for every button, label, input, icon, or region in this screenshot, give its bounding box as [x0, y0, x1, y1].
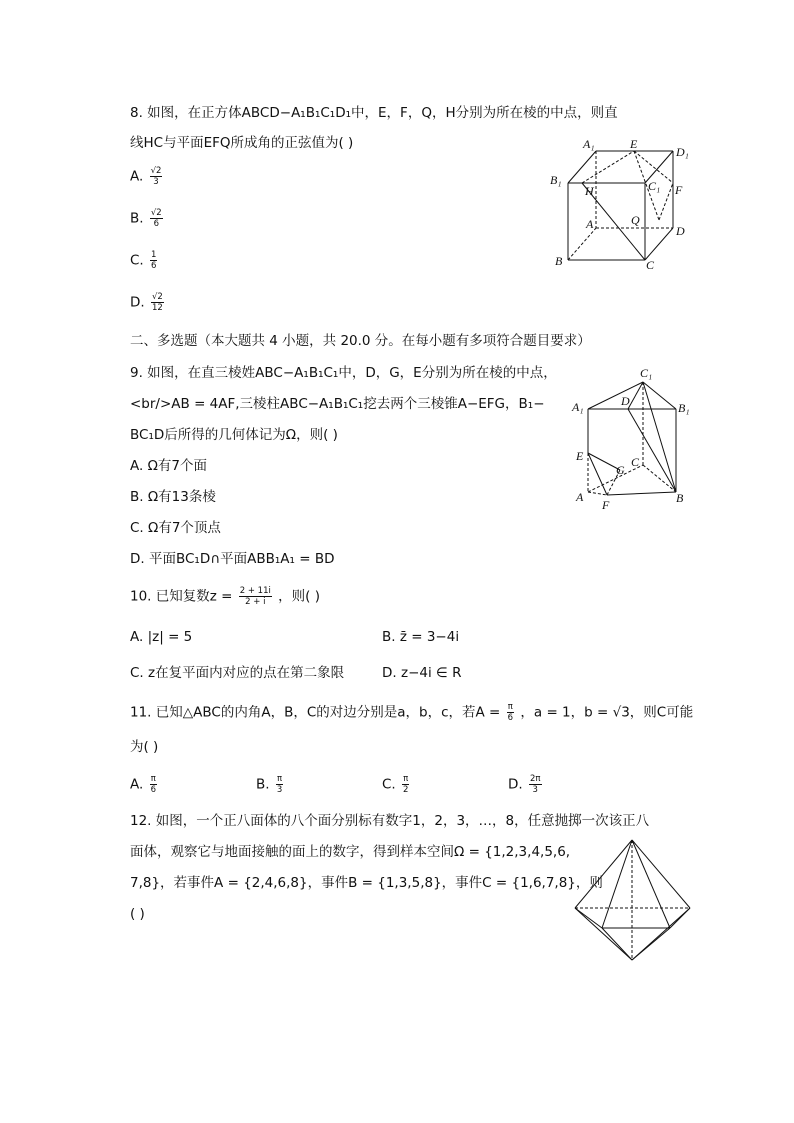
segment-C1B: [643, 382, 676, 492]
fraction: $\frac{2\pi}{3}$: [529, 774, 541, 795]
q8-option-c[interactable]: C. $\frac{1}{6}$: [130, 250, 157, 271]
q11-stem-line2: 为( ): [130, 739, 159, 755]
label-C: C: [646, 258, 655, 272]
edge-top-frontright: [632, 840, 670, 928]
q8-option-b[interactable]: B. $\frac{√2}{6}$: [130, 208, 162, 229]
edge-BA: [568, 228, 596, 260]
label-B1: B₁: [550, 173, 562, 187]
label-Q: Q: [631, 213, 640, 227]
label-C1: C₁: [648, 179, 661, 193]
q9-stem-line1: 9. 如图，在直三棱姓ABC−A₁B₁C₁中，D，G，E分别为所在棱的中点，: [130, 365, 557, 381]
q8-stem-line1: 8. 如图，在正方体ABCD−A₁B₁C₁D₁中，E，F，Q，H分别为所在棱的中点，则直: [130, 105, 618, 121]
edge-C1B1: [643, 382, 676, 409]
q10-option-d[interactable]: D. z−4i ∈ R: [382, 665, 462, 681]
q12-stem-line4: ( ): [130, 906, 145, 922]
label-E: E: [630, 137, 638, 151]
fraction: $\frac{\pi}{6}$: [507, 702, 514, 723]
q9-stem-line3: BC₁D后所得的几何体记为Ω，则( ): [130, 427, 338, 443]
label-A: A: [586, 217, 594, 231]
segment-QF: [659, 183, 673, 220]
q9-option-c[interactable]: C. Ω有7个顶点: [130, 520, 221, 536]
label-A: A: [576, 490, 584, 504]
edge-bot-frontleft: [602, 928, 632, 960]
q9-stem-line2: <br/>AB = 4AF,三棱柱ABC−A₁B₁C₁挖去两个三棱锥A−EFG，B₁−: [130, 396, 545, 412]
q11-option-a[interactable]: A. $\frac{\pi}{6}$: [130, 774, 157, 795]
label-B: B: [676, 491, 684, 505]
q9-prism-figure: [570, 365, 700, 515]
fraction: $\frac{√2}{3}$: [150, 166, 162, 187]
q12-octahedron-figure: [570, 836, 700, 964]
q8-cube-figure: [545, 132, 695, 272]
edge-top-left: [575, 840, 632, 908]
edge-AF: [588, 492, 607, 495]
fraction: $\frac{\pi}{6}$: [150, 774, 157, 795]
q10-option-a[interactable]: A. |z| = 5: [130, 629, 193, 645]
fraction: $\frac{2 + 11i}{2 + i}$: [239, 586, 271, 607]
q12-stem-line1: 12. 如图，一个正八面体的八个面分别标有数字1，2，3，…，8，任意抛掷一次该正八: [130, 813, 650, 829]
segment-HE: [582, 151, 634, 183]
edge-top-right: [632, 840, 690, 908]
edge-B1A1: [568, 151, 596, 183]
label-B1: B₁: [678, 401, 690, 415]
fraction: $\frac{1}{6}$: [151, 250, 157, 271]
label-F: F: [675, 183, 683, 197]
q8-option-d[interactable]: D. $\frac{√2}{12}$: [130, 292, 163, 313]
label-G: G: [616, 463, 625, 477]
edge-top-frontleft: [602, 840, 632, 928]
q12-stem-line3: 7,8}，若事件A = {2,4,6,8}，事件B = {1,3,5,8}，事件C = {1,6,7,8}，则: [130, 875, 603, 891]
q8-stem-line2: 线HC与平面EFQ所成角的正弦值为( ): [130, 135, 354, 151]
q9-option-b[interactable]: B. Ω有13条棱: [130, 489, 216, 505]
segment-DB: [628, 409, 676, 492]
label-D: D: [676, 224, 685, 238]
edge-bot-left: [575, 908, 632, 960]
fraction: $\frac{\pi}{2}$: [403, 774, 409, 795]
edge-CD: [645, 228, 673, 260]
q9-option-d[interactable]: D. 平面BC₁D∩平面ABB₁A₁ = BD: [130, 551, 335, 567]
edge-bot-frontright: [632, 928, 670, 960]
label-D1: D₁: [676, 145, 689, 159]
segment-EF: [588, 453, 607, 495]
edge-CB: [643, 465, 676, 492]
label-A1: A₁: [583, 137, 595, 151]
q11-option-b[interactable]: B. $\frac{\pi}{3}$: [256, 774, 283, 795]
label-E: E: [576, 449, 584, 463]
q8-option-a[interactable]: A. $\frac{√2}{3}$: [130, 166, 162, 187]
q10-option-c[interactable]: C. z在复平面内对应的点在第二象限: [130, 665, 345, 681]
label-H: H: [585, 184, 594, 198]
section-heading: 二、多选题（本大题共 4 小题，共 20.0 分。在每小题有多项符合题目要求）: [130, 333, 591, 349]
fraction: $\frac{\pi}{3}$: [276, 774, 283, 795]
q9-option-a[interactable]: A. Ω有7个面: [130, 458, 207, 474]
q11-option-d[interactable]: D. $\frac{2\pi}{3}$: [508, 774, 541, 795]
edge-A1C1: [588, 382, 643, 409]
edge-FB: [607, 492, 676, 495]
label-C1: C₁: [640, 366, 653, 380]
q10-option-b[interactable]: B. z̄ = 3−4i: [382, 629, 460, 645]
label-F: F: [602, 498, 610, 512]
label-A1: A₁: [572, 400, 584, 414]
q10-stem: 10. 已知复数z = $\frac{2 + 11i}{2 + i}$ ，则( ): [130, 586, 320, 607]
label-C: C: [631, 455, 640, 469]
label-D: D: [621, 394, 630, 408]
q12-stem-line2: 面体，观察它与地面接触的面上的数字，得到样本空间Ω = {1,2,3,4,5,6,: [130, 844, 571, 860]
label-B: B: [555, 254, 563, 268]
edge-eq-left: [575, 908, 602, 928]
fraction: $\frac{√2}{6}$: [150, 208, 162, 229]
q11-option-c[interactable]: C. $\frac{\pi}{2}$: [382, 774, 409, 795]
fraction: $\frac{√2}{12}$: [151, 292, 163, 313]
q11-stem-line1: 11. 已知△ABC的内角A，B，C的对边分别是a，b，c，若A = $\frac{\pi}{6}$ ，a = 1，b = √3，则C可能: [130, 702, 694, 723]
